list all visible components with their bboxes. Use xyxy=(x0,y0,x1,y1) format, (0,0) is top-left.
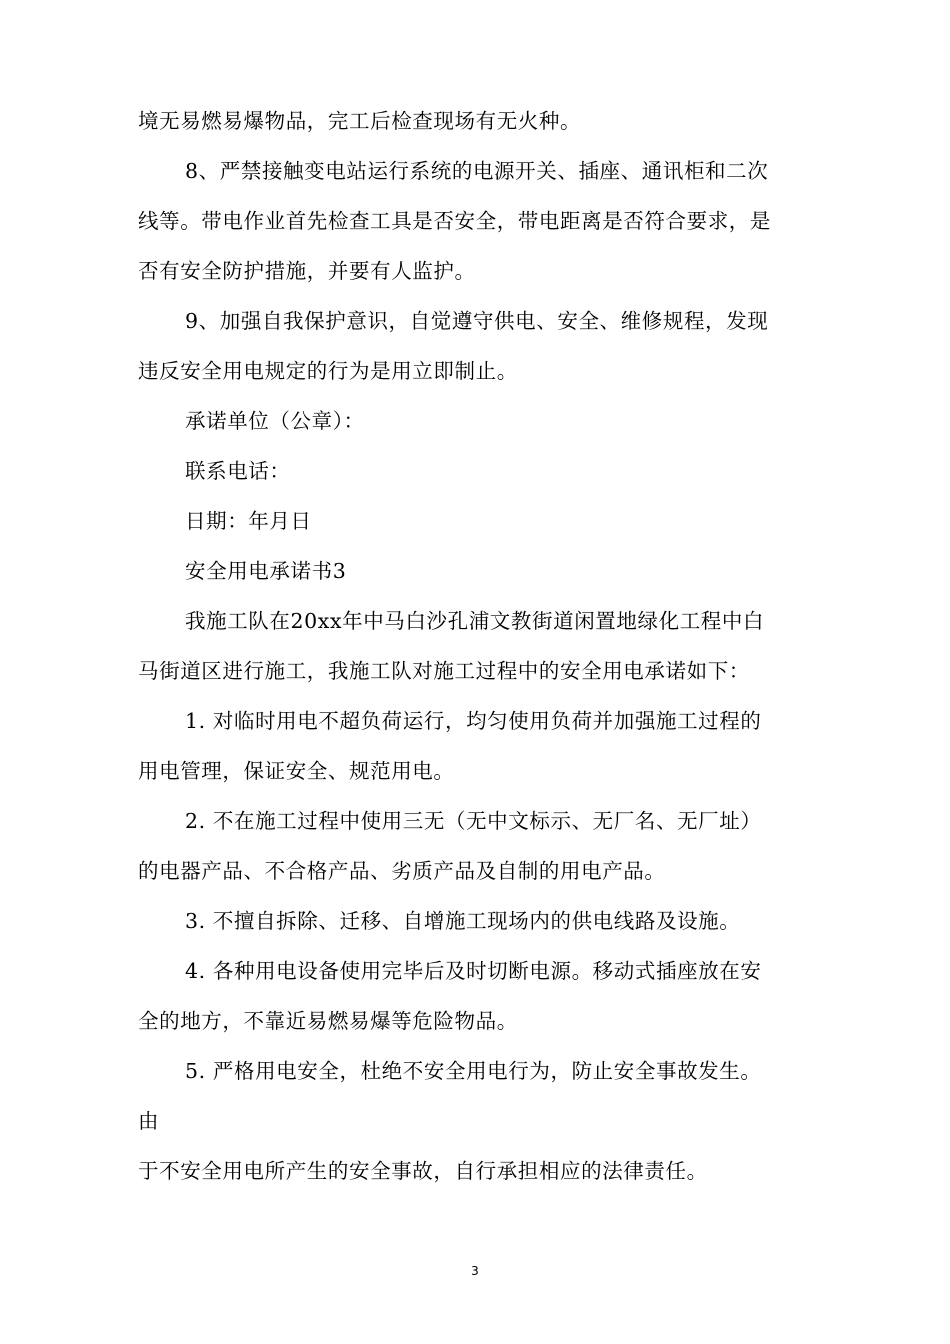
text-line: 我施工队在20xx年中马白沙孔浦文教街道闲置地绿化工程中白 xyxy=(185,609,765,633)
text-line: 8、严禁接触变电站运行系统的电源开关、插座、通讯柜和二次 xyxy=(185,159,769,183)
text-line: 日期：年月日 xyxy=(185,509,312,533)
text-line: 马街道区进行施工，我施工队对施工过程中的安全用电承诺如下： xyxy=(138,659,750,683)
text-line: 5. 严格用电安全，杜绝不安全用电行为，防止安全事故发生。 xyxy=(185,1059,762,1083)
text-line: 违反安全用电规定的行为是用立即制止。 xyxy=(138,359,518,383)
text-line: 联系电话： xyxy=(185,459,291,483)
text-line: 用电管理，保证安全、规范用电。 xyxy=(138,759,455,783)
text-line: 线等。带电作业首先检查工具是否安全，带电距离是否符合要求，是 xyxy=(138,209,771,233)
text-line: 的电器产品、不合格产品、劣质产品及自制的用电产品。 xyxy=(138,859,666,883)
text-line: 承诺单位（公章）： xyxy=(185,409,365,433)
text-line: 由 xyxy=(138,1109,160,1133)
text-line: 9、加强自我保护意识，自觉遵守供电、安全、维修规程，发现 xyxy=(185,309,769,333)
page-number: 3 xyxy=(471,1264,479,1278)
text-line: 3. 不擅自拆除、迁移、自增施工现场内的供电线路及设施。 xyxy=(185,909,741,933)
text-line: 境无易燃易爆物品，完工后检查现场有无火种。 xyxy=(138,109,582,133)
text-line: 4. 各种用电设备使用完毕后及时切断电源。移动式插座放在安 xyxy=(185,959,762,983)
text-line: 全的地方，不靠近易燃易爆等危险物品。 xyxy=(138,1009,518,1033)
text-line: 1. 对临时用电不超负荷运行，均匀使用负荷并加强施工过程的 xyxy=(185,709,762,733)
section-heading: 安全用电承诺书3 xyxy=(185,559,347,583)
text-line: 否有安全防护措施，并要有人监护。 xyxy=(138,259,476,283)
text-line: 2. 不在施工过程中使用三无（无中文标示、无厂名、无厂址） xyxy=(185,809,762,833)
text-line: 于不安全用电所产生的安全事故，自行承担相应的法律责任。 xyxy=(138,1159,708,1183)
